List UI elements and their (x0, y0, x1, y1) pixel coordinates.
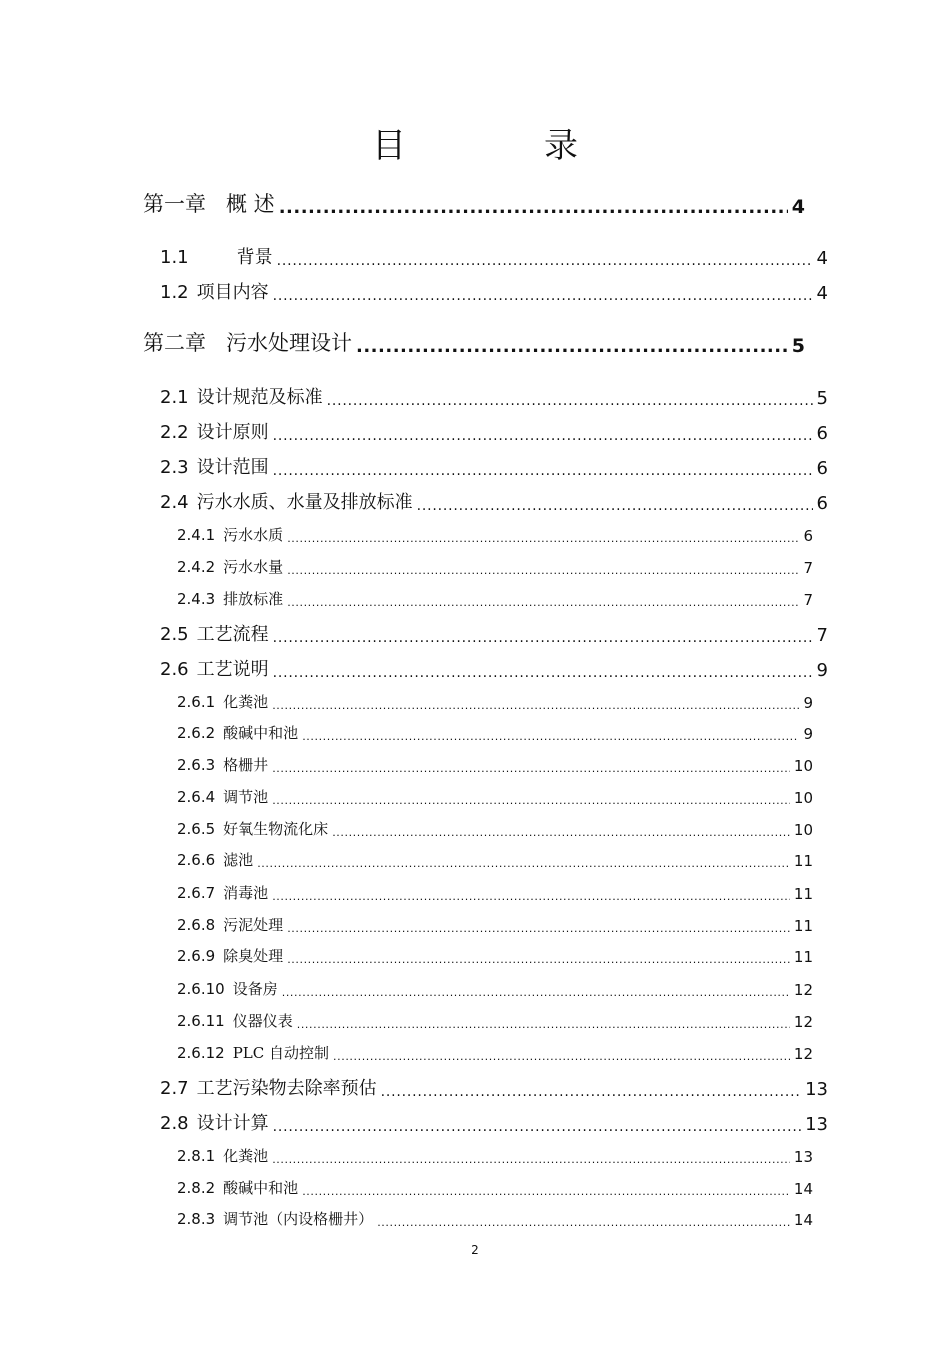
toc-entry-title: 污泥处理 (223, 916, 284, 934)
toc-entry-title: 污水水质 (223, 526, 284, 544)
toc-entry-label (160, 1074, 377, 1100)
toc-entry-page: 9 (803, 694, 813, 712)
toc-entry-title: 滤池 (223, 851, 254, 869)
dot-leader (273, 288, 813, 304)
dot-leader (272, 699, 799, 712)
toc-entry[interactable] (160, 620, 828, 646)
toc-entry-label (177, 882, 268, 903)
toc-entry-number: 2.6.5 (177, 820, 216, 838)
toc-entry[interactable] (143, 327, 805, 357)
dot-leader (287, 953, 790, 966)
toc-entry[interactable] (160, 418, 828, 444)
toc-entry[interactable] (160, 655, 828, 681)
toc-entry-number: 2.6.9 (177, 947, 216, 965)
toc-entry-title: 设计原则 (196, 422, 269, 443)
toc-entry-page: 4 (791, 196, 805, 218)
toc-entry-title: 化粪池 (223, 1147, 269, 1165)
toc-entry-title: 调节池（内设格栅井） (223, 1210, 374, 1228)
toc-entry-title: 污水处理设计 (226, 331, 352, 355)
dot-leader (272, 762, 790, 775)
toc-entry-label (177, 1177, 298, 1198)
dot-leader (273, 428, 813, 444)
toc-entry-page: 4 (816, 283, 828, 304)
dot-leader (297, 1018, 790, 1031)
toc-entry-page: 11 (793, 948, 813, 966)
toc-entry-label (160, 278, 269, 304)
toc-entry-title: 除臭处理 (223, 947, 284, 965)
toc-entry-page: 5 (816, 388, 828, 409)
toc-entry[interactable] (177, 1010, 813, 1031)
dot-leader (272, 890, 790, 903)
dot-leader (257, 857, 790, 870)
dot-leader (333, 1050, 790, 1063)
toc-entry[interactable] (177, 786, 813, 807)
toc-entry-number: 2.2 (160, 422, 189, 443)
toc-entry-label (143, 327, 352, 357)
toc-entry-page: 4 (816, 248, 828, 269)
toc-entry-label (177, 818, 328, 839)
toc-entry[interactable] (160, 243, 828, 269)
toc-entry-page: 7 (803, 591, 813, 609)
toc-entry-label (160, 620, 269, 646)
toc-entry-number: 2.4.1 (177, 526, 216, 544)
toc-entry[interactable] (177, 882, 813, 903)
toc-entry-label (177, 556, 283, 577)
toc-entry-title: 消毒池 (223, 884, 269, 902)
toc-entry-page: 10 (793, 789, 813, 807)
dot-leader (287, 922, 790, 935)
toc-entry-number: 2.6.12 (177, 1044, 225, 1062)
toc-entry-page: 11 (793, 852, 813, 870)
toc-entry[interactable] (160, 488, 828, 514)
toc-entry[interactable] (177, 1042, 813, 1063)
dot-leader (287, 596, 799, 609)
toc-entry[interactable] (177, 849, 813, 870)
toc-entry-page: 6 (816, 493, 828, 514)
toc-entry[interactable] (177, 524, 813, 545)
dot-leader (287, 564, 799, 577)
toc-entry-title: 设计范围 (196, 457, 269, 478)
toc-entry-title: 化粪池 (223, 693, 269, 711)
toc-entry-label (177, 722, 298, 743)
toc-entry-number: 2.6.7 (177, 884, 216, 902)
toc-entry-page: 7 (803, 559, 813, 577)
toc-entry-page: 6 (803, 527, 813, 545)
toc-entry[interactable] (177, 1208, 813, 1229)
toc-entry-label (177, 1208, 373, 1229)
toc-entry-label (177, 849, 253, 870)
toc-entry[interactable] (177, 556, 813, 577)
dot-leader (282, 986, 790, 999)
dot-leader (273, 1119, 801, 1135)
toc-entry-number: 2.4 (160, 492, 189, 513)
toc-entry-page: 9 (803, 725, 813, 743)
toc-entry-title: 污水水量 (223, 558, 284, 576)
toc-entry-title: 工艺污染物去除率预估 (196, 1078, 377, 1099)
toc-entry-number: 2.6 (160, 659, 189, 680)
toc-entry[interactable] (160, 453, 828, 479)
toc-entry-label (143, 188, 275, 218)
toc-entry[interactable] (177, 978, 813, 999)
toc-entry-label (177, 1042, 329, 1063)
toc-entry[interactable] (177, 1145, 813, 1166)
toc-entry-page: 12 (793, 1045, 813, 1063)
toc-entry-title: 污水水质、水量及排放标准 (196, 492, 413, 513)
dot-leader (273, 665, 813, 681)
toc-entry-number: 2.6.10 (177, 980, 225, 998)
toc-entry-title: 工艺说明 (196, 659, 269, 680)
toc-entry-title: 酸碱中和池 (223, 1179, 299, 1197)
toc-entry[interactable] (160, 1074, 828, 1100)
dot-leader (272, 794, 790, 807)
dot-leader (332, 826, 790, 839)
toc-entry-number: 2.3 (160, 457, 189, 478)
toc-entry-number: 2.6.3 (177, 756, 216, 774)
toc-entry-number: 第一章 (143, 192, 206, 216)
toc-entry-page: 13 (805, 1114, 828, 1135)
toc-entry-page: 10 (793, 821, 813, 839)
toc-entry-number: 2.6.4 (177, 788, 216, 806)
toc-entry[interactable] (177, 754, 813, 775)
dot-leader (273, 630, 813, 646)
toc-entry-label (177, 978, 278, 999)
toc-entry[interactable] (160, 383, 828, 409)
toc-entry-title: 酸碱中和池 (223, 724, 299, 742)
toc-entry-number: 2.1 (160, 387, 189, 408)
toc-entry-title: 设计规范及标准 (196, 387, 323, 408)
toc-entry-title: 仪器仪表 (232, 1012, 293, 1030)
toc-entry-page: 12 (793, 981, 813, 999)
dot-leader (272, 1153, 790, 1166)
toc-entry-number: 2.8 (160, 1113, 189, 1134)
toc-entry-page: 14 (793, 1180, 813, 1198)
dot-leader (377, 1216, 790, 1229)
toc-entry-label (177, 914, 283, 935)
toc-entry-page: 13 (793, 1148, 813, 1166)
toc-entry-page: 6 (816, 423, 828, 444)
toc-entry-label (160, 418, 269, 444)
dot-leader (417, 498, 813, 514)
toc-entry-title: 设计计算 (196, 1113, 269, 1134)
toc-entry[interactable] (160, 278, 828, 304)
toc-entry-number: 2.6.2 (177, 724, 216, 742)
toc-entry-label (160, 453, 269, 479)
toc-entry-label (177, 1145, 268, 1166)
toc-entry-page: 9 (816, 660, 828, 681)
page-title: 目 录 (372, 126, 630, 166)
toc-entry-page: 6 (816, 458, 828, 479)
toc-entry-number: 1.2 (160, 282, 189, 303)
dot-leader (302, 730, 799, 743)
toc-entry-number: 2.8.2 (177, 1179, 216, 1197)
toc-entry-title: 调节池 (223, 788, 269, 806)
toc-entry-title: 项目内容 (196, 282, 269, 303)
toc-entry-title: PLC 自动控制 (232, 1044, 330, 1062)
dot-leader (327, 393, 813, 409)
toc-entry-title: 设备房 (232, 980, 278, 998)
toc-entry-label (160, 488, 413, 514)
toc-entry-label (160, 383, 323, 409)
dot-leader (302, 1185, 790, 1198)
toc-entry-number: 2.7 (160, 1078, 189, 1099)
toc-entry-title: 好氧生物流化床 (223, 820, 329, 838)
toc-entry-label (160, 1109, 269, 1135)
toc-entry-label (177, 945, 283, 966)
toc-entry[interactable] (177, 914, 813, 935)
toc-entry-label (177, 524, 283, 545)
toc-entry-label (177, 786, 268, 807)
page-number: 2 (471, 1243, 479, 1257)
toc-entry-number: 1.1 (160, 247, 189, 268)
toc-entry-page: 12 (793, 1013, 813, 1031)
toc-entry-number: 第二章 (143, 331, 206, 355)
toc-entry-label (177, 588, 283, 609)
toc-entry-number: 2.6.8 (177, 916, 216, 934)
dot-leader (381, 1084, 801, 1100)
toc-entry-title: 背景 (236, 247, 273, 268)
toc-entry-label (160, 655, 269, 681)
toc-entry[interactable] (177, 722, 813, 743)
toc-entry-number: 2.6.6 (177, 851, 216, 869)
toc-entry-page: 11 (793, 917, 813, 935)
toc-entry-title: 排放标准 (223, 590, 284, 608)
toc-entry-label (160, 243, 273, 269)
toc-entry-page: 11 (793, 885, 813, 903)
toc-entry-label (177, 691, 268, 712)
toc-entry[interactable] (177, 691, 813, 712)
toc-entry[interactable] (177, 588, 813, 609)
toc-entry-number: 2.4.3 (177, 590, 216, 608)
toc-entry-number: 2.4.2 (177, 558, 216, 576)
dot-leader (287, 532, 799, 545)
toc-entry[interactable] (160, 1109, 828, 1135)
toc-entry-number: 2.8.1 (177, 1147, 216, 1165)
toc-entry[interactable] (177, 1177, 813, 1198)
toc-entry-title: 工艺流程 (196, 624, 269, 645)
toc-entry-page: 5 (791, 335, 805, 357)
dot-leader (277, 253, 813, 269)
dot-leader (273, 463, 813, 479)
toc-entry-number: 2.8.3 (177, 1210, 216, 1228)
toc-entry-title: 概 述 (226, 192, 275, 216)
toc-entry-label (177, 754, 268, 775)
toc-entry-number: 2.6.1 (177, 693, 216, 711)
toc-entry-number: 2.5 (160, 624, 189, 645)
toc-entry-page: 13 (805, 1079, 828, 1100)
toc-entry-page: 10 (793, 757, 813, 775)
toc-entry-title: 格栅井 (223, 756, 269, 774)
dot-leader (279, 197, 788, 218)
toc-entry-label (177, 1010, 293, 1031)
toc-entry-number: 2.6.11 (177, 1012, 225, 1030)
toc-entry[interactable] (177, 945, 813, 966)
dot-leader (356, 336, 788, 357)
toc-entry[interactable] (143, 188, 805, 218)
toc-entry[interactable] (177, 818, 813, 839)
toc-entry-page: 14 (793, 1211, 813, 1229)
toc-entry-page: 7 (816, 625, 828, 646)
